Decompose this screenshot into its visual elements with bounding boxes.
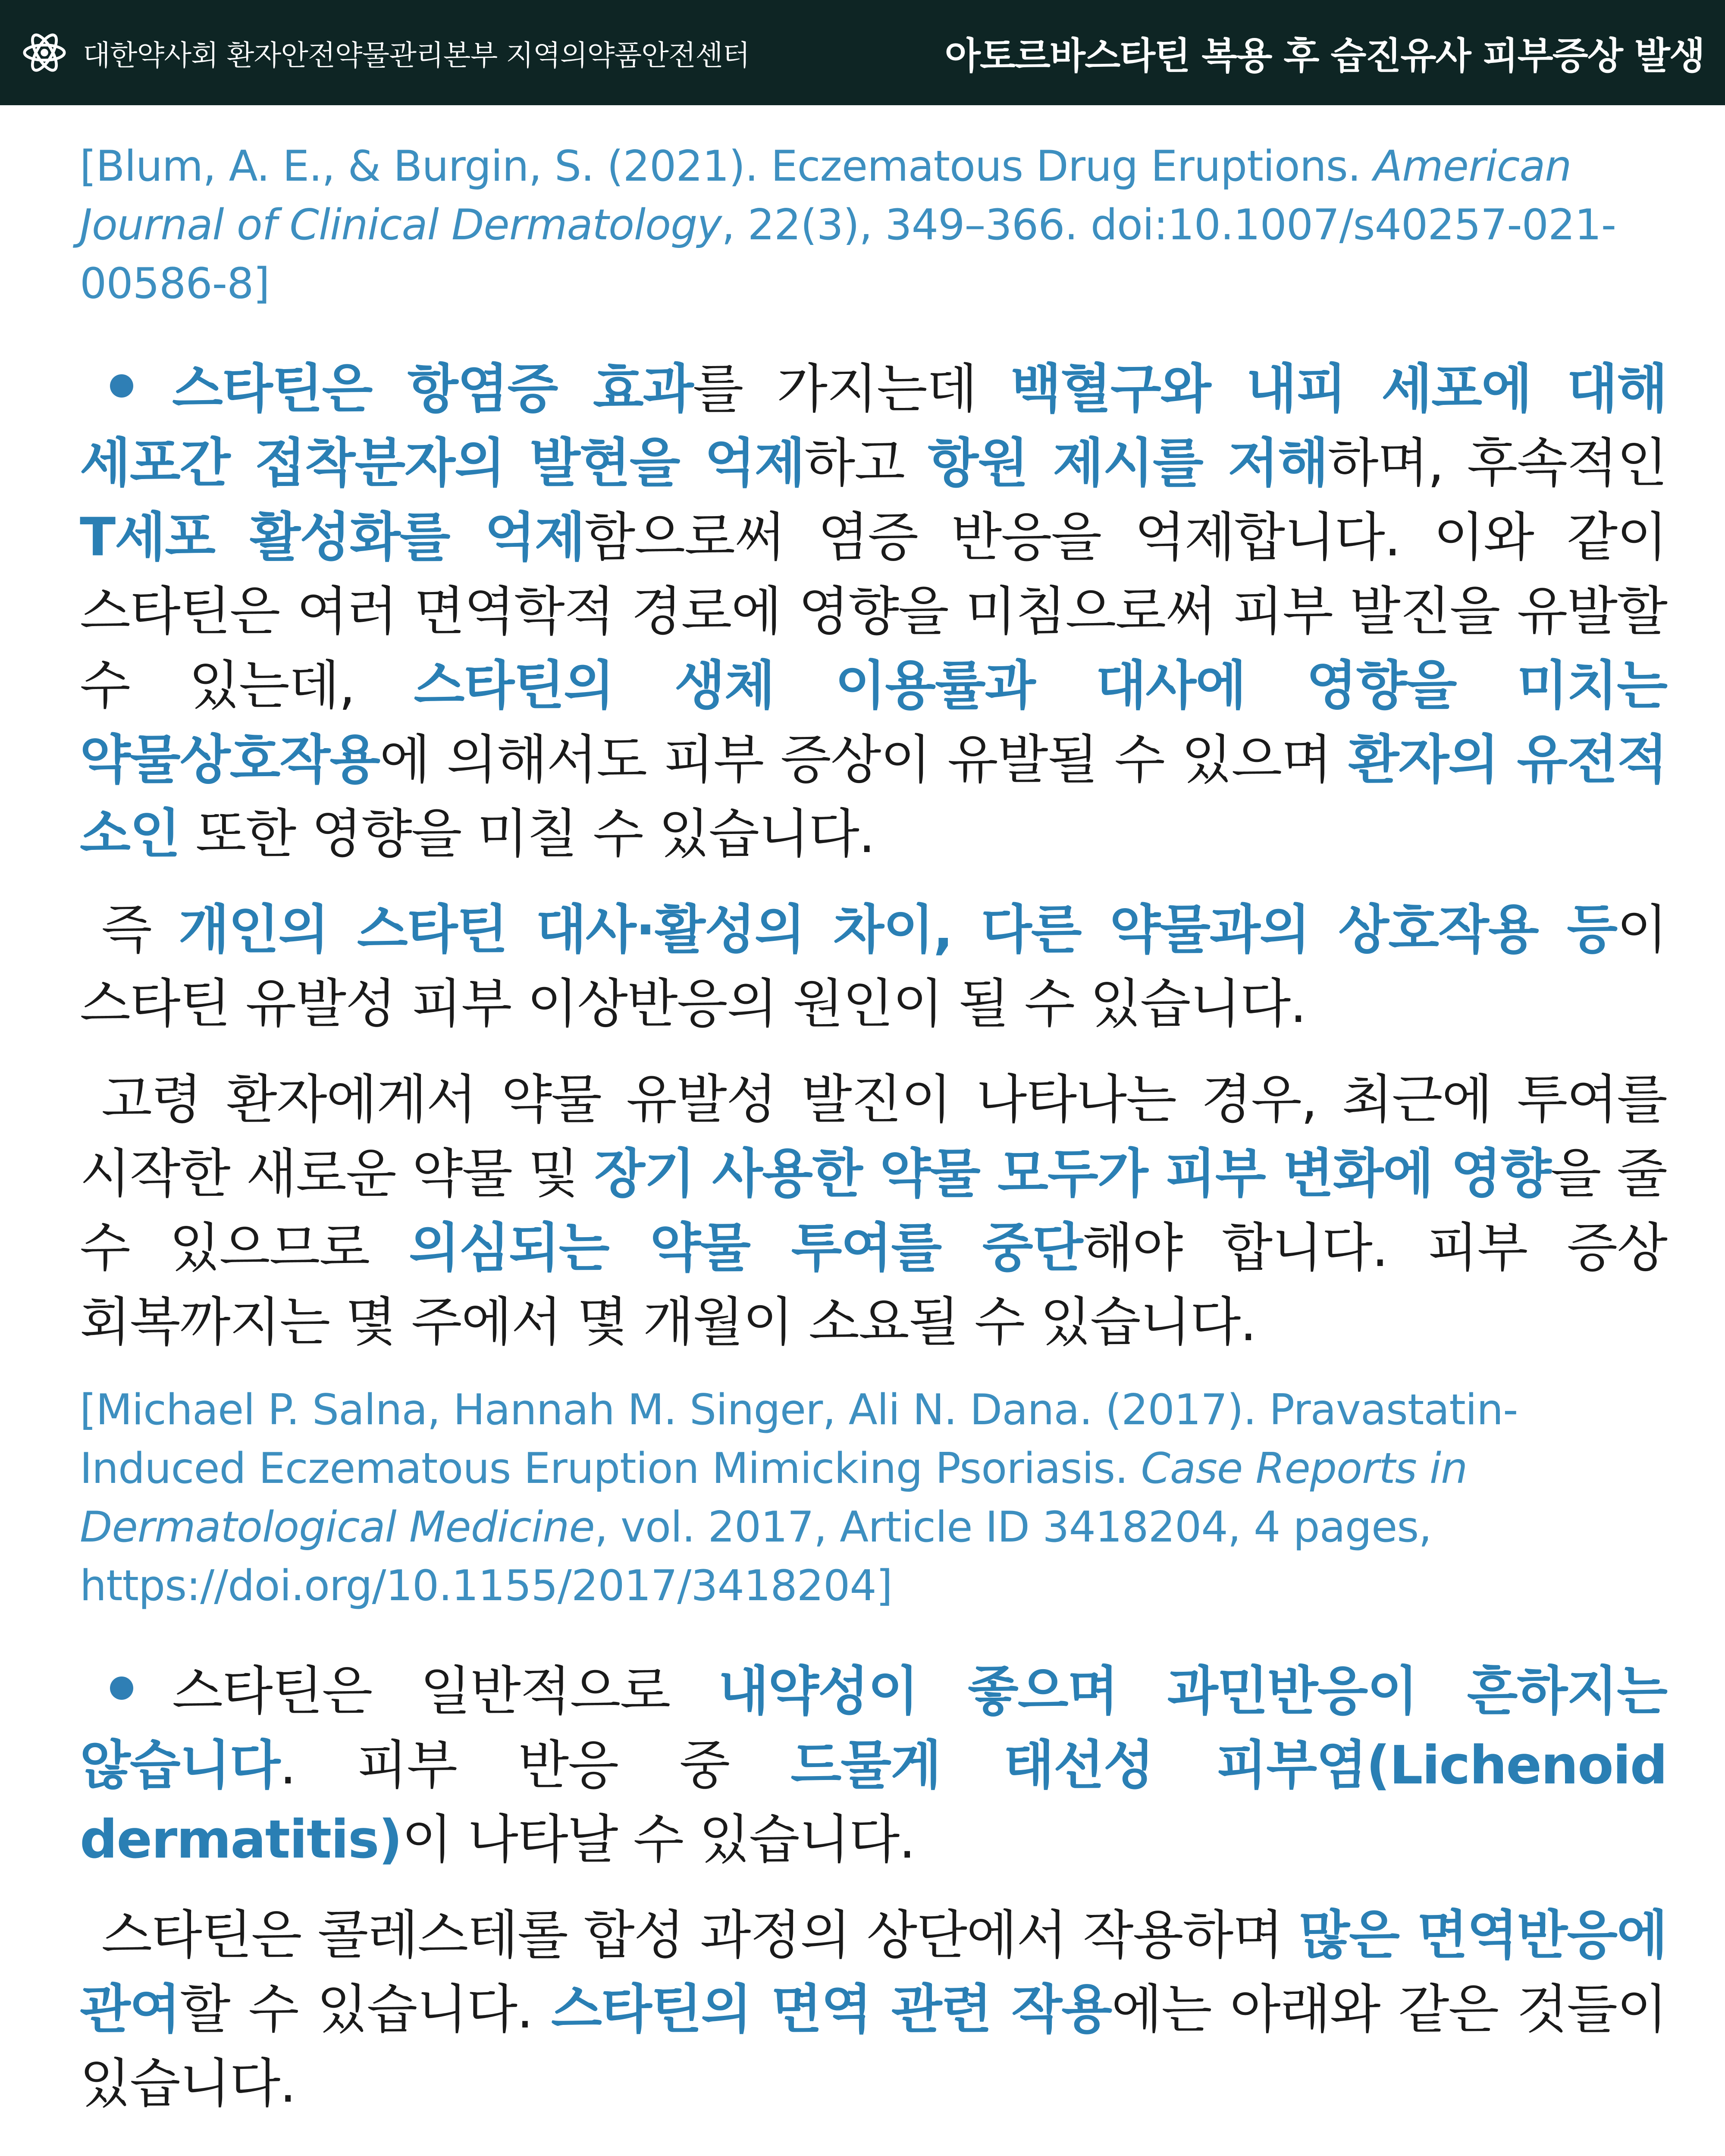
journal-name: Case Reports in Dermatological Medicine [80, 1444, 1468, 1552]
pharmacist-association-logo-icon [21, 29, 68, 76]
paragraph-immune-effects: 스타틴은 콜레스테롤 합성 과정의 상단에서 작용하며 많은 면역반응에 관여할 수 있습니다. 스타틴의 면역 관련 작용에는 아래와 같은 것들이 있습니다. [80, 1905, 1667, 2114]
organization-name: 대한약사회 환자안전약물관리본부 지역의약품안전센터 [83, 38, 750, 72]
paragraph-individual-differences: 즉 개인의 스타틴 대사·활성의 차이, 다른 약물과의 상호작용 등이 스타틴 유발성 피부 이상반응의 원인이 될 수 있습니다. [80, 899, 1667, 1034]
paragraph-tolerability: 스타틴은 일반적으로 내약성이 좋으며 과민반응이 흔하지는 않습니다. 피부 반응 중 드물게 태선성 피부염(Lichenoid dermatitis)이 나타날 수 있습니다. [80, 1661, 1667, 1870]
reference-citation-1: [Blum, A. E., & Burgin, S. (2021). Eczematous Drug Eruptions. American Journal of Clinical Dermatology, 22(3), 349–366. doi:10.1007/s40257-021-00586-8] [80, 142, 1616, 308]
document-body [80, 137, 1667, 2121]
bullet-icon [110, 374, 133, 398]
reference-citation-2: [Michael P. Salna, Hannah M. Singer, Ali N. Dana. (2017). Pravastatin-Induced Eczematous Eruption Mimicking Psoriasis. Case Reports in Dermatological Medicine, vol. 2017, Article ID 3418204, 4 pages, https://doi.org/10.1155/2017/3418204] [80, 1385, 1518, 1611]
journal-name: American Journal of Clinical Dermatology [80, 142, 1571, 250]
paragraph-statin-anti-inflammatory: 스타틴은 항염증 효과를 가지는데 백혈구와 내피 세포에 대해 세포간 접착분자의 발현을 억제하고 항원 제시를 저해하며, 후속적인 T세포 활성화를 억제함으로써 염증 반응을 억제합니다. 이와 같이 스타틴은 여러 면역학적 경로에 영향을 미침으로써 피부 발진을 유발할 수 있는데, 스타틴의 생체 이용률과 대사에 영향을 미치는 약물상호작용에 의해서도 피부 증상이 유발될 수 있으며 환자의 유전적 소인 또한 영향을 미칠 수 있습니다. [80, 358, 1667, 865]
header-bar [0, 0, 1725, 105]
paragraph-elderly-patients: 고령 환자에게서 약물 유발성 발진이 나타나는 경우, 최근에 투여를 시작한 새로운 약물 및 장기 사용한 약물 모두가 피부 변화에 영향을 줄 수 있으므로 의심되는 약물 투여를 중단해야 합니다. 피부 증상 회복까지는 몇 주에서 몇 개월이 소요될 수 있습니다. [80, 1069, 1667, 1353]
document-title: 아토르바스타틴 복용 후 습진유사 피부증상 발생 [944, 34, 1704, 78]
bullet-icon [110, 1677, 133, 1700]
